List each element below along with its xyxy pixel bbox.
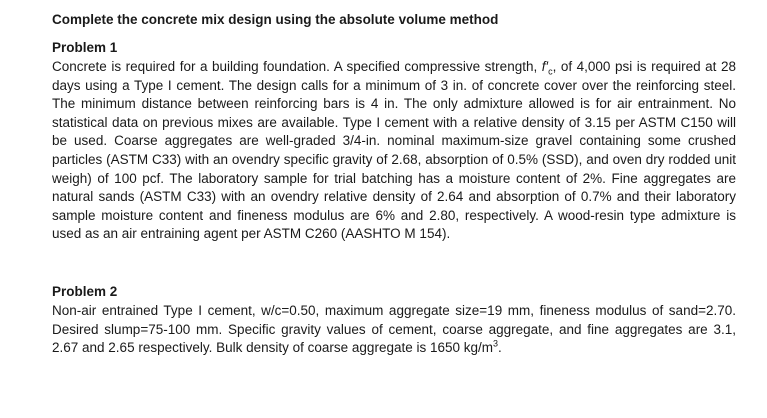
problem-2-text-part-a: Non-air entrained Type I cement, w/c=0.50, maximum aggregate size=19 mm, fineness modulus of sand=2.70. Desired slump=75-100 mm. Specific gravity values of cement, coarse aggregate, and fine aggregates are 3.1, 2.67 and 2.65 respectively. Bulk density of coarse aggregate is 1650 kg/m	[52, 302, 736, 356]
problem-1-text-part-b: , of 4,000 psi is required at 28 days using a Type I cement. The design calls for a minimum of 3 in. of concrete cover over the reinforcing steel. The minimum distance between reinforcing bars is 4 in. The only admixture allowed is for air entrainment. No statistical data on previous mixes are available. Type I cement with a relative density of 3.15 per ASTM C150 will be used. Coarse aggregates are well-graded 3/4-in. nominal maximum-size gravel containing some crushed particles (ASTM C33) with an ovendry specific gravity of 2.68, absorption of 0.5% (SSD), and oven dry rodded unit weigh) of 100 pcf. The laboratory sample for trial batching has a moisture content of 2%. Fine aggregates are natural sands (ASTM C33) with an ovendry relative density of 2.64 and absorption of 0.7% and their laboratory sample moisture content and fineness modulus are 6% and 2.80, respectively. A wood-resin type admixture is used as an air entraining agent per ASTM C260 (AASHTO M 154).	[52, 59, 736, 242]
problem-2-text-part-b: .	[498, 340, 502, 356]
cubic-unit-superscript: 3	[493, 338, 499, 349]
fc-symbol: f′	[541, 59, 549, 74]
problem-1-text	[52, 58, 736, 244]
document-page	[52, 10, 736, 358]
fc-subscript: c	[548, 66, 553, 77]
problem-2-title: Problem 2	[52, 283, 118, 299]
problem-2	[52, 282, 736, 358]
problem-1	[52, 38, 736, 244]
document-heading: Complete the concrete mix design using the absolute volume method	[52, 12, 499, 27]
problem-1-text-part-a: Concrete is required for a building foundation. A specified compressive strength,	[52, 59, 542, 74]
section-spacer	[52, 244, 736, 282]
problem-2-text	[52, 302, 736, 358]
problem-1-title: Problem 1	[52, 40, 118, 55]
